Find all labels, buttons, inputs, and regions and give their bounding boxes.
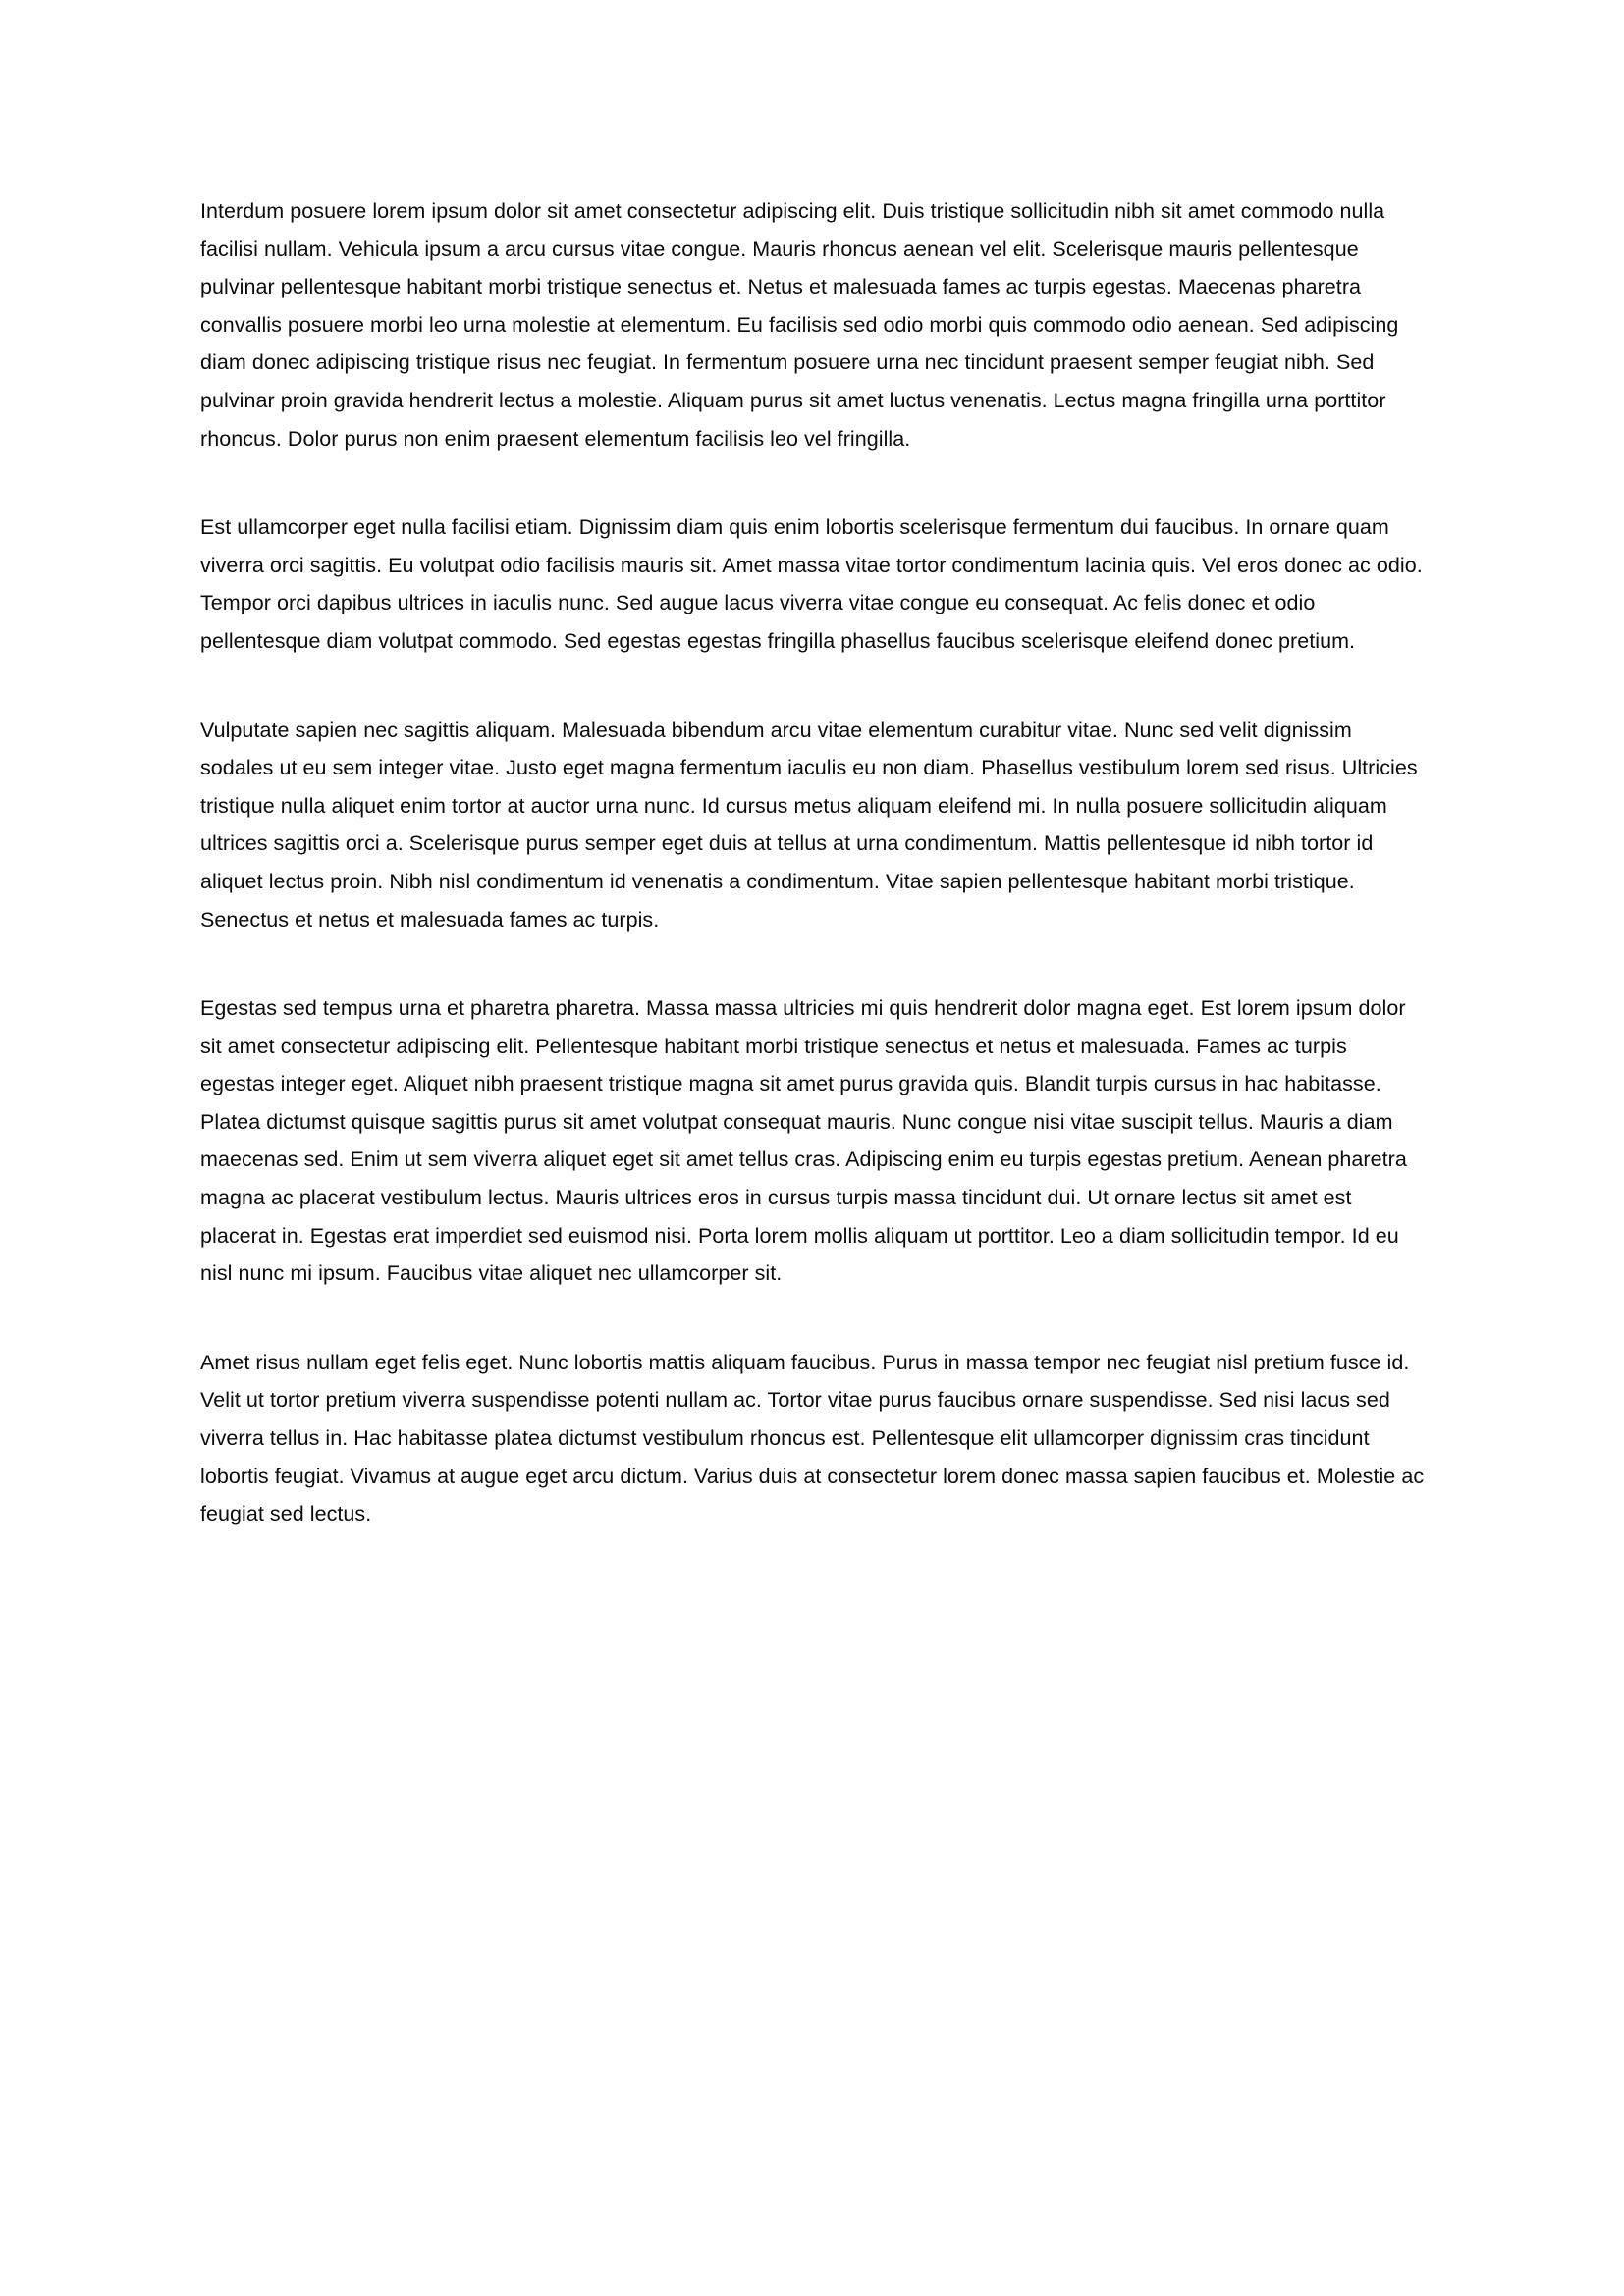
paragraph: Vulputate sapien nec sagittis aliquam. Malesuada bibendum arcu vitae elementum curabitur vitae. Nunc sed velit dignissim sodales ut eu sem integer vitae. Justo eget magna fermentum iaculis eu non diam. Phasellus vestibulum lorem sed risus. Ultricies tristique nulla aliquet enim tortor at auctor urna nunc. Id cursus metus aliquam eleifend mi. In nulla posuere sollicitudin aliquam ultrices sagittis orci a. Scelerisque purus semper eget duis at tellus at urna condimentum. Mattis pellentesque id nibh tortor id aliquet lectus proin. Nibh nisl condimentum id venenatis a condimentum. Vitae sapien pellentesque habitant morbi tristique. Senectus et netus et malesuada fames ac turpis. xyxy=(200,718,1418,932)
paragraph: Amet risus nullam eget felis eget. Nunc lobortis mattis aliquam faucibus. Purus in massa tempor nec feugiat nisl pretium fusce id. Velit ut tortor pretium viverra suspendisse potenti nullam ac. Tortor vitae purus faucibus ornare suspendisse. Sed nisi lacus sed viverra tellus in. Hac habitasse platea dictumst vestibulum rhoncus est. Pellentesque elit ullamcorper dignissim cras tincidunt lobortis feugiat. Vivamus at augue eget arcu dictum. Varius duis at consectetur lorem donec massa sapien faucibus et. Molestie ac feugiat sed lectus. xyxy=(200,1350,1425,1526)
document-body xyxy=(200,192,1426,1533)
paragraph: Interdum posuere lorem ipsum dolor sit amet consectetur adipiscing elit. Duis tristique sollicitudin nibh sit amet commodo nulla facilisi nullam. Vehicula ipsum a arcu cursus vitae congue. Mauris rhoncus aenean vel elit. Scelerisque mauris pellentesque pulvinar pellentesque habitant morbi tristique senectus et. Netus et malesuada fames ac turpis egestas. Maecenas pharetra convallis posuere morbi leo urna molestie at elementum. Eu facilisis sed odio morbi quis commodo odio aenean. Sed adipiscing diam donec adipiscing tristique risus nec feugiat. In fermentum posuere urna nec tincidunt praesent semper feugiat nibh. Sed pulvinar proin gravida hendrerit lectus a molestie. Aliquam purus sit amet luctus venenatis. Lectus magna fringilla urna porttitor rhoncus. Dolor purus non enim praesent elementum facilisis leo vel fringilla. xyxy=(200,199,1399,451)
paragraph: Egestas sed tempus urna et pharetra pharetra. Massa massa ultricies mi quis hendrerit dolor magna eget. Est lorem ipsum dolor sit amet consectetur adipiscing elit. Pellentesque habitant morbi tristique senectus et netus et malesuada. Fames ac turpis egestas integer eget. Aliquet nibh praesent tristique magna sit amet purus gravida quis. Blandit turpis cursus in hac habitasse. Platea dictumst quisque sagittis purus sit amet volutpat consequat mauris. Nunc congue nisi vitae suscipit tellus. Mauris a diam maecenas sed. Enim ut sem viverra aliquet eget sit amet tellus cras. Adipiscing enim eu turpis egestas pretium. Aenean pharetra magna ac placerat vestibulum lectus. Mauris ultrices eros in cursus turpis massa tincidunt dui. Ut ornare lectus sit amet est placerat in. Egestas erat imperdiet sed euismod nisi. Porta lorem mollis aliquam ut porttitor. Leo a diam sollicitudin tempor. Id eu nisl nunc mi ipsum. Faucibus vitae aliquet nec ullamcorper sit. xyxy=(200,996,1407,1286)
paragraph: Est ullamcorper eget nulla facilisi etiam. Dignissim diam quis enim lobortis scelerisque fermentum dui faucibus. In ornare quam viverra orci sagittis. Eu volutpat odio facilisis mauris sit. Amet massa vitae tortor condimentum lacinia quis. Vel eros donec ac odio. Tempor orci dapibus ultrices in iaculis nunc. Sed augue lacus viverra vitae congue eu consequat. Ac felis donec et odio pellentesque diam volutpat commodo. Sed egestas egestas fringilla phasellus faucibus scelerisque eleifend donec pretium. xyxy=(200,515,1423,653)
